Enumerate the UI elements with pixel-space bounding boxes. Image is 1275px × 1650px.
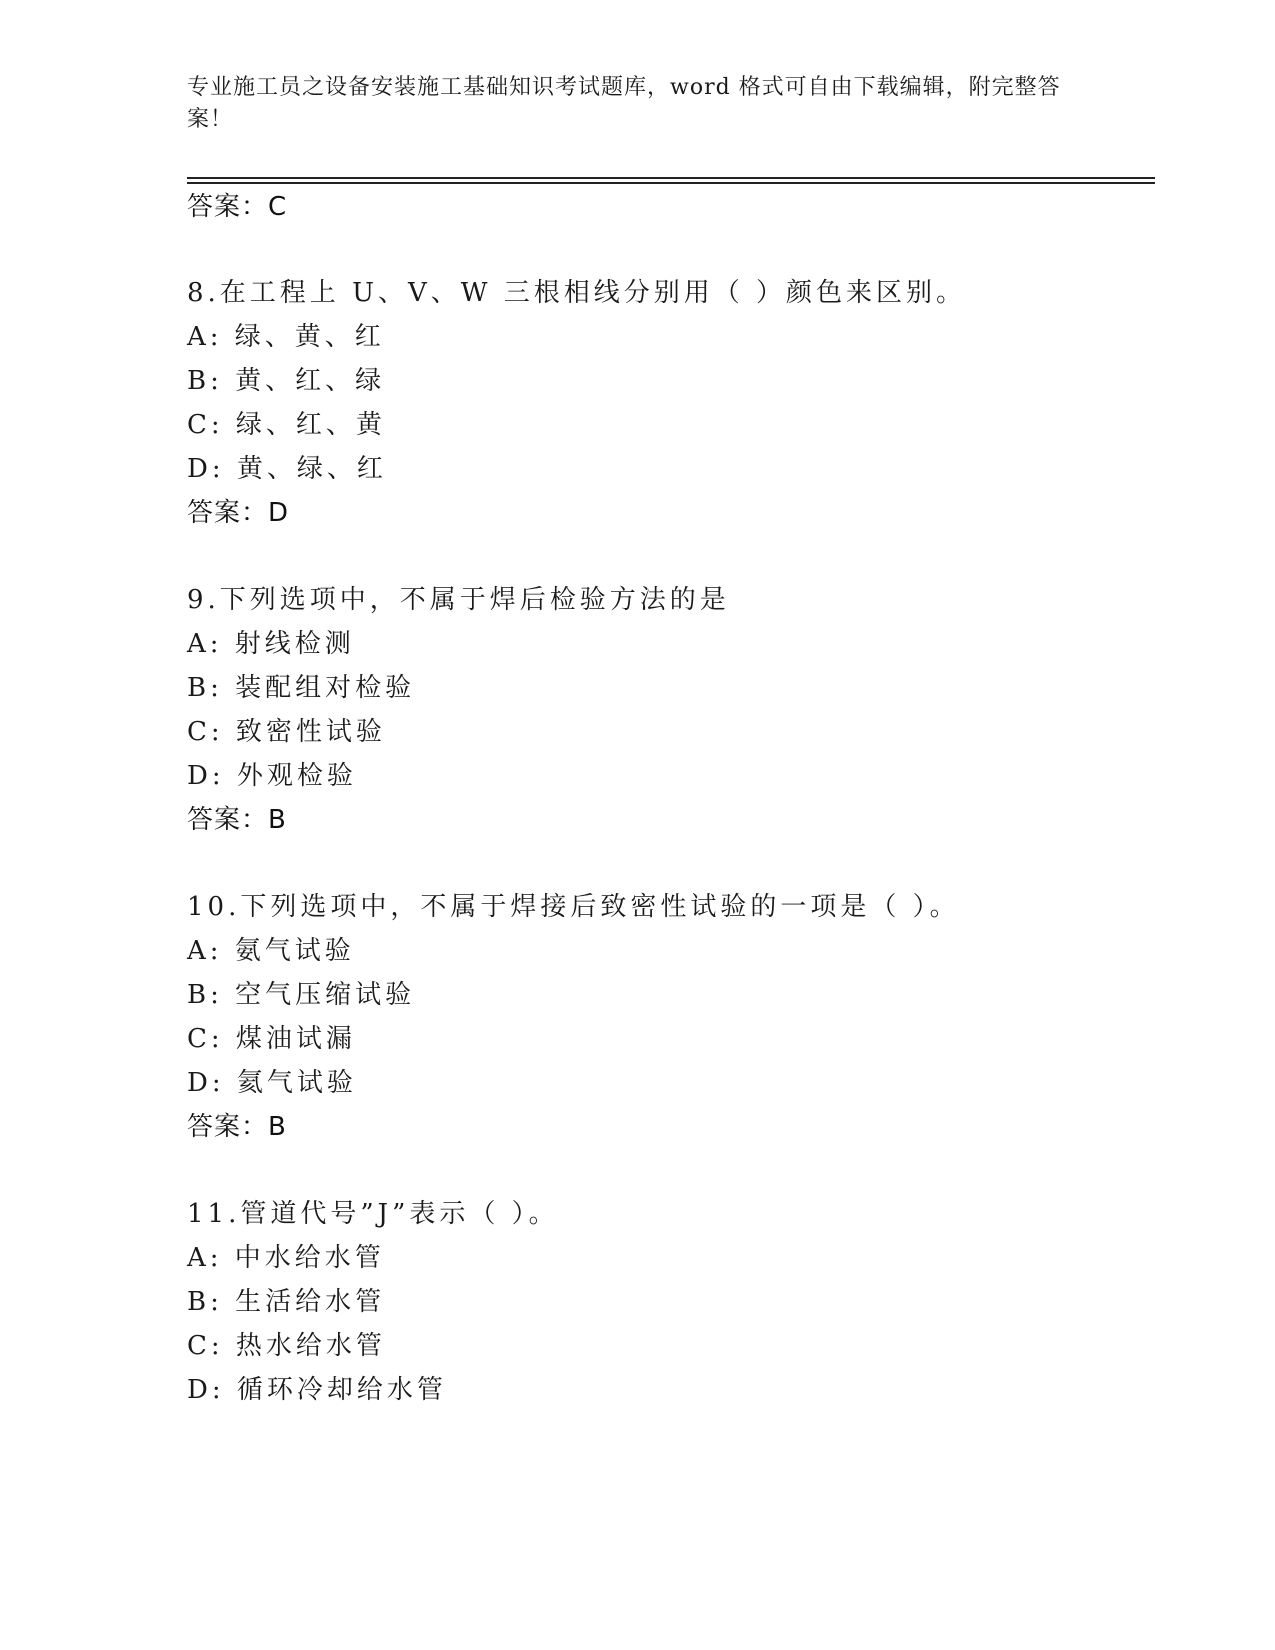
header-divider-top — [187, 177, 1155, 179]
question-11-option-c: C: 热水给水管 — [187, 1331, 386, 1361]
question-9-stem: 9.下列选项中，不属于焊后检验方法的是 — [187, 585, 730, 615]
question-10-option-b: B: 空气压缩试验 — [187, 980, 416, 1010]
question-10-option-d: D: 氦气试验 — [187, 1068, 357, 1098]
header-divider-bottom — [187, 182, 1155, 184]
question-11-stem: 11.管道代号”J”表示（ ）。 — [187, 1199, 559, 1229]
question-8-stem: 8.在工程上 U、V、W 三根相线分别用（ ）颜色来区别。 — [187, 278, 967, 308]
question-11-option-d: D: 循环冷却给水管 — [187, 1375, 447, 1405]
question-8-answer: 答案：D — [187, 498, 290, 528]
question-11-option-b: B: 生活给水管 — [187, 1287, 386, 1317]
question-8-option-a: A: 绿、黄、红 — [187, 322, 385, 352]
question-9-option-d: D: 外观检验 — [187, 761, 357, 791]
question-8-option-c: C: 绿、红、黄 — [187, 410, 386, 440]
question-10-stem: 10.下列选项中，不属于焊接后致密性试验的一项是（ ）。 — [187, 892, 960, 922]
question-9-answer: 答案：B — [187, 805, 287, 835]
answer-previous: 答案：C — [187, 192, 288, 222]
question-9-option-c: C: 致密性试验 — [187, 717, 386, 747]
question-9-option-a: A: 射线检测 — [187, 629, 355, 659]
question-11-option-a: A: 中水给水管 — [187, 1243, 385, 1273]
question-8-option-b: B: 黄、红、绿 — [187, 366, 386, 396]
question-9-option-b: B: 装配组对检验 — [187, 673, 416, 703]
document-header: 专业施工员之设备安装施工基础知识考试题库，word 格式可自由下载编辑，附完整答案！ — [187, 75, 1061, 132]
question-8-option-d: D: 黄、绿、红 — [187, 454, 387, 484]
question-10-answer: 答案：B — [187, 1112, 287, 1142]
question-10-option-c: C: 煤油试漏 — [187, 1024, 356, 1054]
question-10-option-a: A: 氨气试验 — [187, 936, 355, 966]
